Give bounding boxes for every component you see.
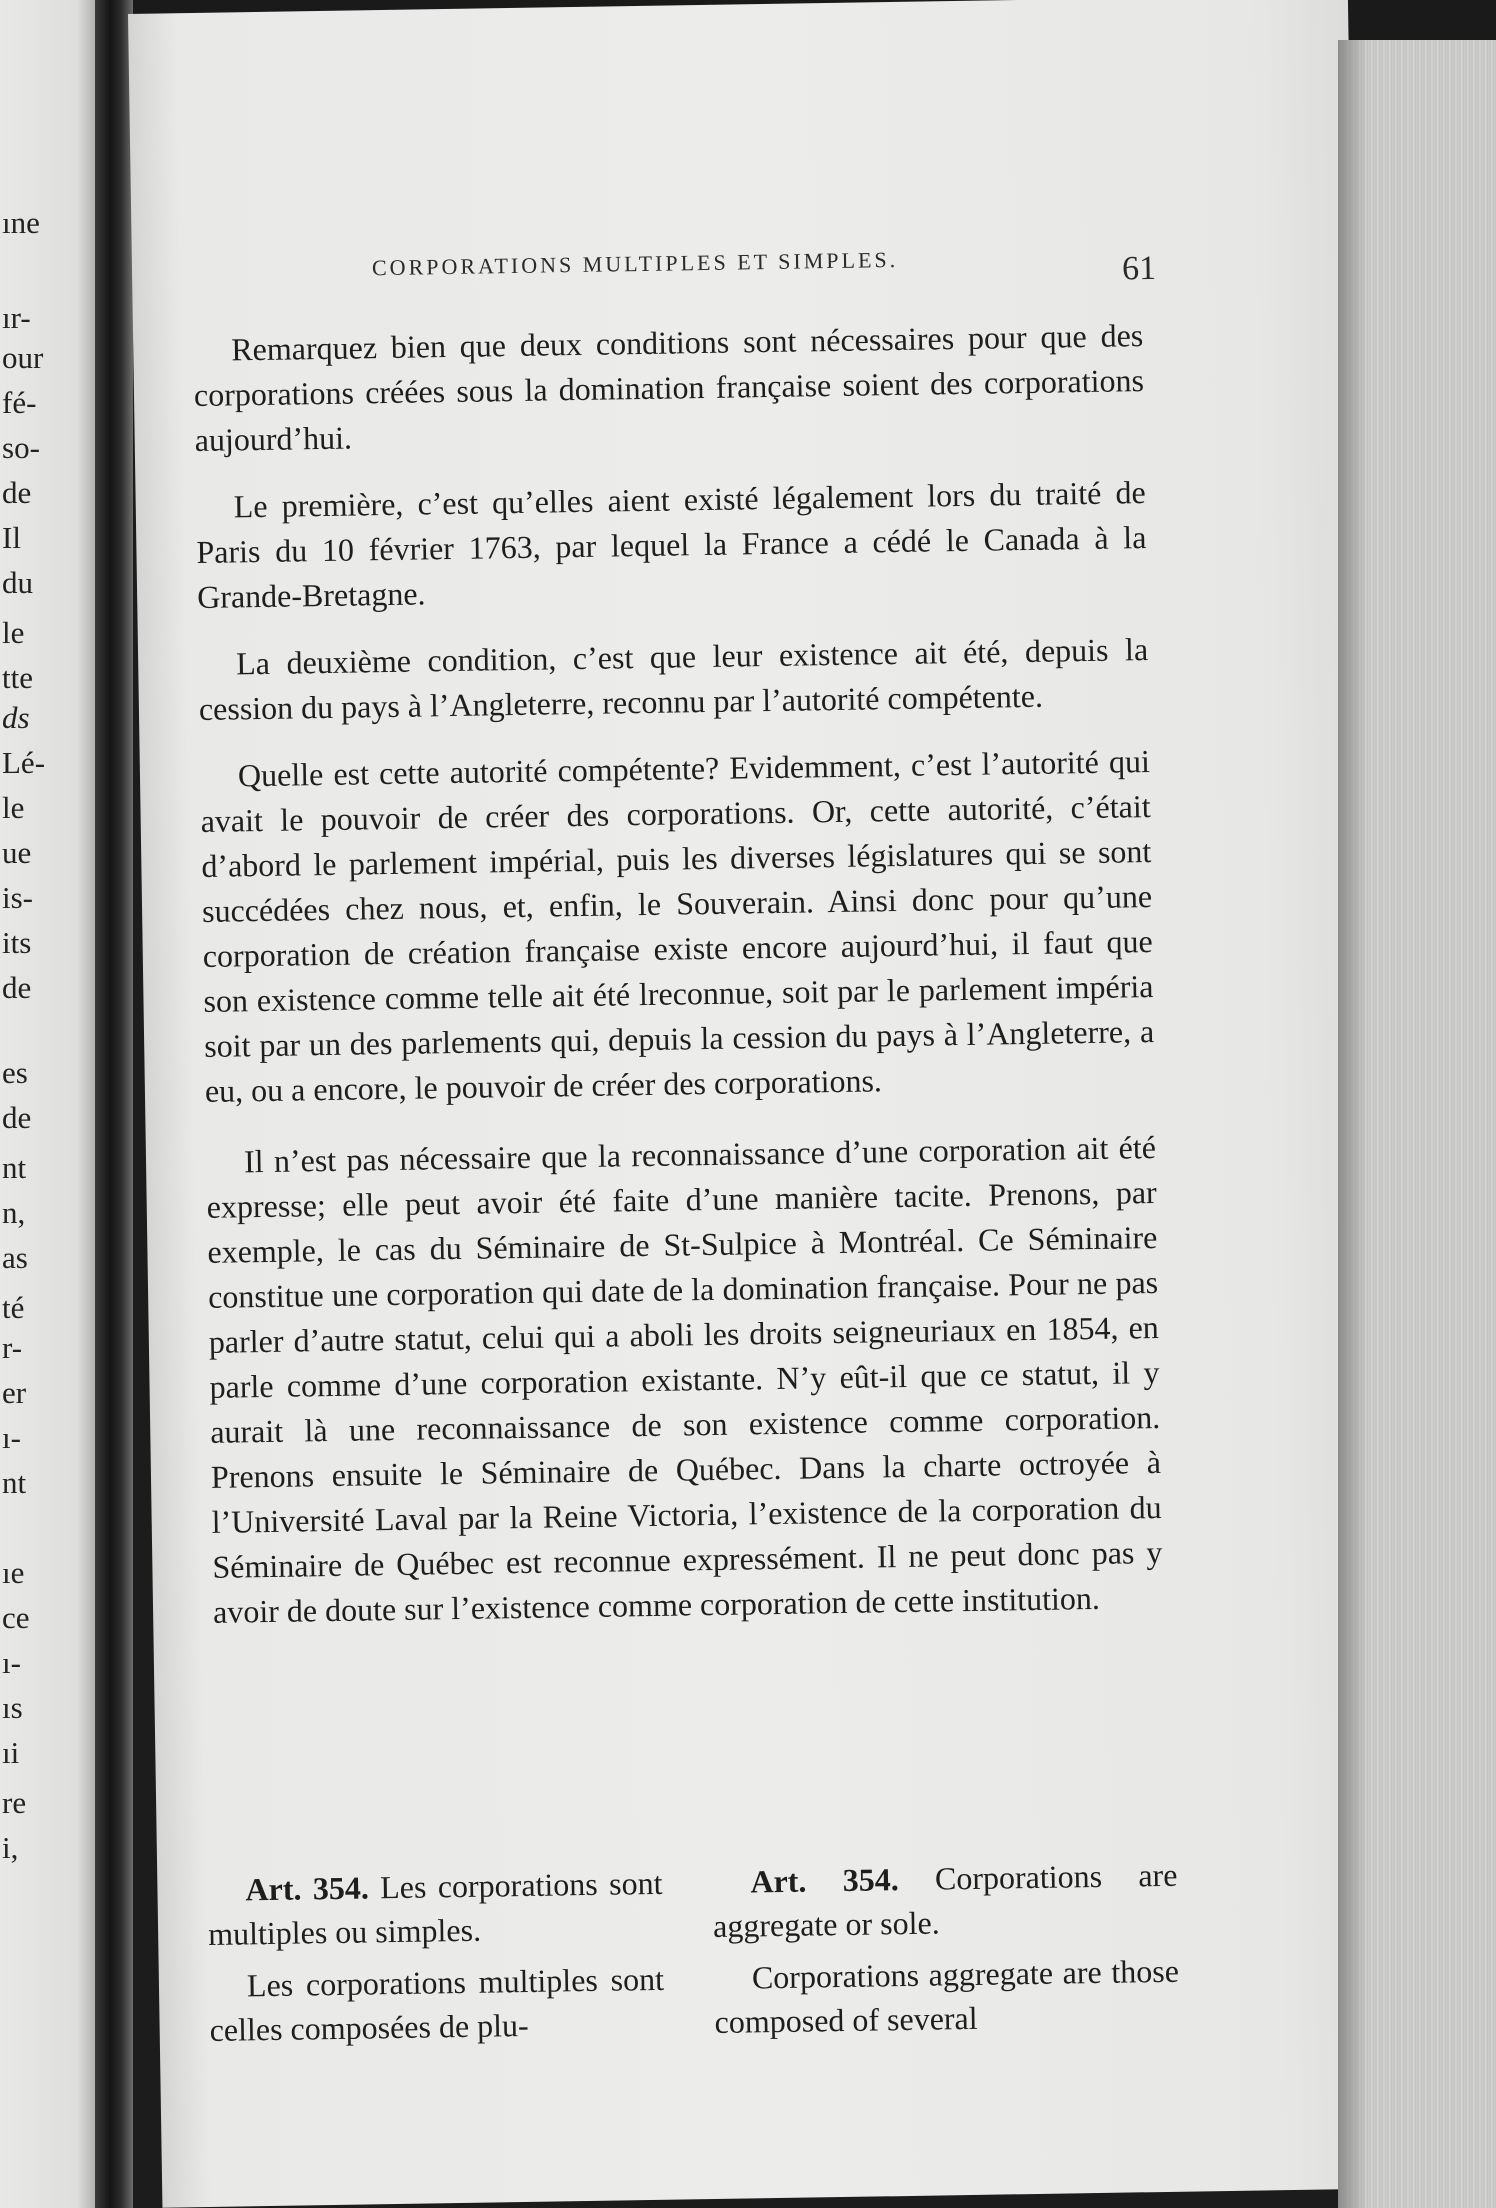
facing-page-fragment: de: [2, 475, 32, 510]
bilingual-article: [207, 1853, 1187, 2048]
facing-page-fragment: té: [2, 1290, 25, 1325]
facing-page-fragment: r-: [2, 1330, 23, 1365]
facing-page-fragment: ır-: [2, 300, 31, 335]
facing-page-fragment: ıi: [2, 1735, 20, 1770]
facing-page-fragment: fé-: [2, 385, 37, 420]
facing-page-fragment: ı-: [2, 1645, 21, 1680]
book-page: [128, 0, 1382, 2208]
facing-page-fragment: ıs: [2, 1690, 23, 1725]
paragraph: Remarquez bien que deux conditions sont nécessaires pour que des corporations créées sous la domination française soient des corporations aujourd’hui.: [193, 317, 1145, 459]
facing-page-fragment: its: [2, 925, 32, 960]
facing-page-fragment: ds: [2, 700, 30, 735]
facing-page-fragment: er: [2, 1375, 27, 1410]
book-gutter: [95, 0, 133, 2208]
facing-page-fragment: n,: [2, 1195, 26, 1230]
fore-edge-shadow: [1338, 40, 1368, 2208]
french-paragraph: Les corporations multiples sont celles composées de plu-: [209, 1960, 665, 2048]
facing-page-fragment: as: [2, 1240, 28, 1275]
english-column: [712, 1853, 1180, 2052]
facing-page-margin: [0, 0, 110, 2208]
facing-page-fragment: nt: [2, 1465, 27, 1500]
facing-page-fragment: es: [2, 1055, 28, 1090]
paragraph: Quelle est cette autorité compétente? Evidemment, c’est l’autorité qui avait le pouvoir de créer des corporations. Or, cette autorité, c’était d’abord le parlement impérial, puis les diverses législatures qui se sont succédées chez nous, et, enfin, le Souverain. Ainsi donc pour qu’une corporation de création française existe encore aujourd’hui, il faut que son existence comme telle ait été lreconnue, soit par le parlement impéria soit par un des parlements qui, depuis la cession du pays à l’Angleterre, a eu, ou a encore, le pouvoir de créer des corporations.: [200, 743, 1155, 1109]
english-article-label: Art. 354.: [750, 1861, 899, 1900]
facing-page-fragment: le: [2, 790, 25, 825]
facing-page-fragment: le: [2, 615, 25, 650]
facing-page-fragment: de: [2, 970, 32, 1005]
english-article-text: Corporations are aggregate or sole.: [712, 1856, 1178, 1945]
facing-page-fragment: Lé-: [2, 745, 46, 780]
french-article-paragraph: [207, 1861, 663, 1956]
french-column: [207, 1861, 665, 2060]
facing-page-fragment: du: [2, 565, 33, 600]
facing-page-fragment: nt: [2, 1150, 27, 1185]
body-text: [193, 313, 1164, 1657]
paragraph: La deuxième condition, c’est que leur existence ait été, depuis la cession du pays à l’Angleterre, reconnu par l’autorité compétente.: [198, 631, 1149, 727]
facing-page-fragment: ce: [2, 1600, 30, 1635]
facing-page-fragment: Il: [2, 520, 21, 555]
page-number: 61: [1121, 249, 1157, 288]
facing-page-fragment: ıne: [2, 205, 40, 240]
facing-page-fragment: re: [2, 1785, 27, 1820]
paragraph: Il n’est pas nécessaire que la reconnaissance d’une corporation ait été expresse; elle peut avoir été faite d’une manière tacite. Prenons, par exemple, le cas du Séminaire de St-Sulpice à Montréal. Ce Séminaire constitue une corporation qui date de la domination française. Pour ne pas parler d’autre statut, celui qui a aboli les droits seigneuriaux en 1854, en parle comme d’une corporation existante. N’y eût-il que ce statut, il y aurait là une reconnaissance de son existence comme corporation. Prenons ensuite le Séminaire de Québec. Dans la charte octroyée à l’Université Laval par la Reine Victoria, l’existence de la corporation du Séminaire de Québec est reconnue expressément. Il ne peut donc pas y avoir de doute sur l’existence comme corporation de cette institution.: [206, 1128, 1163, 1630]
facing-page-fragment: ı-: [2, 1420, 21, 1455]
french-article-text: Les corporations sont multiples ou simples.: [207, 1864, 663, 1952]
french-article-label: Art. 354.: [245, 1869, 370, 1908]
page-content: [128, 0, 1382, 2208]
facing-page-fragment: tte: [2, 660, 33, 695]
paragraph: Le première, c’est qu’elles aient existé légalement lors du traité de Paris du 10 février 1763, par lequel la France a cédé le Canada à la Grande-Bretagne.: [196, 474, 1147, 615]
facing-page-fragment: ue: [2, 835, 32, 870]
running-head: CORPORATIONS MULTIPLES ET SIMPLES.: [371, 246, 899, 281]
facing-page-fragment: so-: [2, 430, 40, 465]
facing-page-fragment: de: [2, 1100, 32, 1135]
facing-page-fragment: i,: [2, 1830, 19, 1865]
english-paragraph: Corporations aggregate are those composed of several: [714, 1952, 1180, 2041]
facing-page-fragment: our: [2, 340, 44, 375]
english-article-paragraph: [712, 1853, 1178, 1948]
facing-page-fragment: is-: [2, 880, 33, 915]
facing-page-fragment: ıe: [2, 1555, 25, 1590]
